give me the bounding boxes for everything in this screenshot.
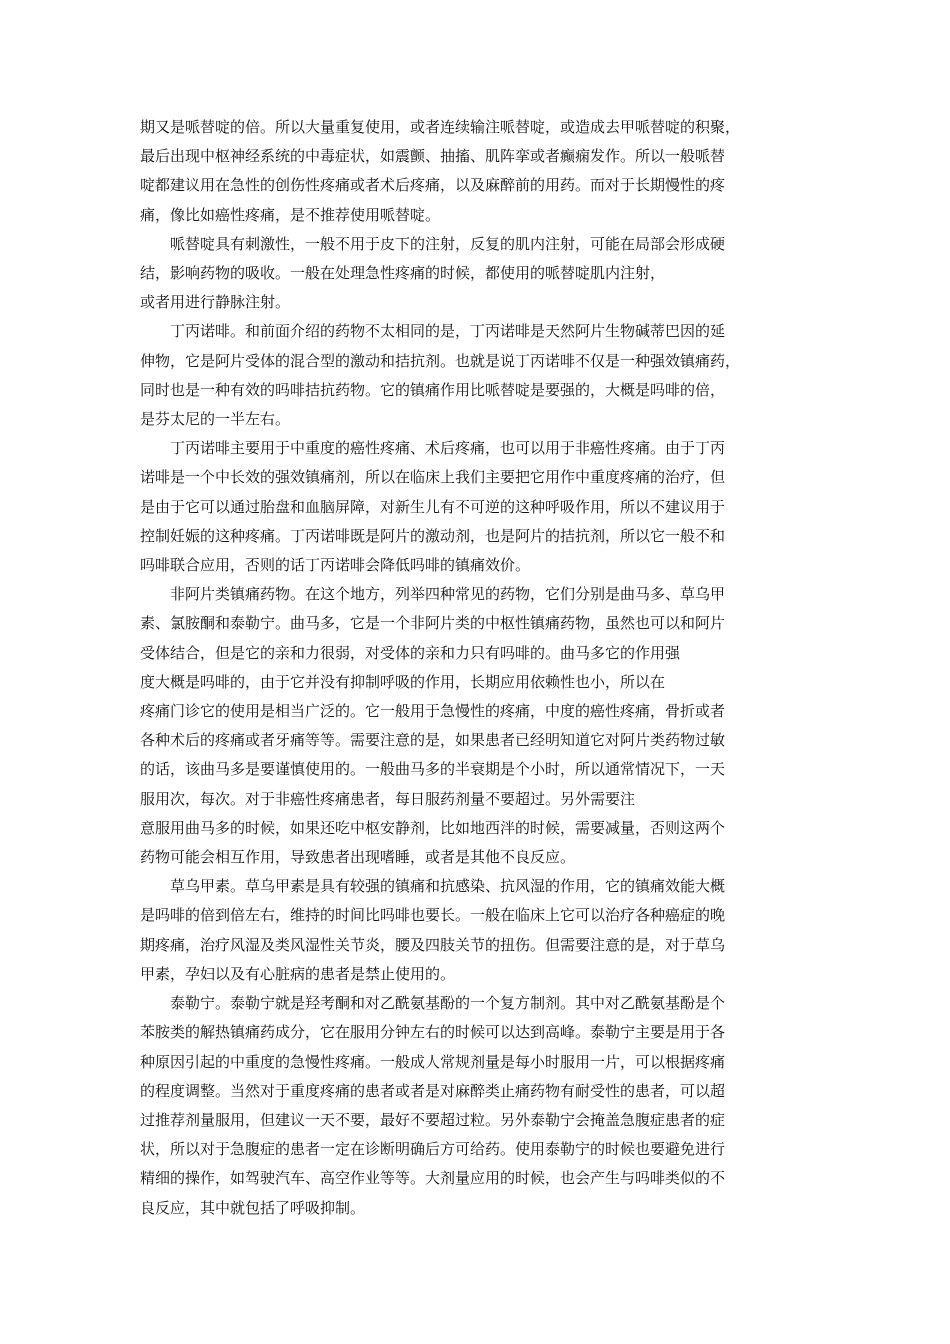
text-line: 是吗啡的倍到倍左右，维持的时间比吗啡也要长。一般在临床上它可以治疗各种癌症的晚 <box>140 906 726 925</box>
text-line: 期又是哌替啶的倍。所以大量重复使用，或者连续输注哌替啶，或造成去甲哌替啶的积聚， <box>140 118 741 136</box>
text-line: 丁丙诺啡。和前面介绍的药物不太相同的是，丁丙诺啡是天然阿片生物碱蒂巴因的延 <box>170 322 726 341</box>
text-line: 是由于它可以通过胎盘和血脑屏障，对新生儿有不可逆的这种呼吸作用，所以不建议用于 <box>140 497 726 516</box>
text-line: 的话，该曲马多是要谨慎使用的。一般曲马多的半衰期是个小时，所以通常情况下，一天 <box>140 760 726 779</box>
text-line: 结，影响药物的吸收。一般在处理急性疼痛的时候，都使用的哌替啶肌内注射， <box>140 264 666 283</box>
text-line: 或者用进行静脉注射。 <box>140 293 291 312</box>
text-line: 各种术后的疼痛或者牙痛等等。需要注意的是，如果患者已经明知道它对阿片类药物过敏 <box>140 731 726 750</box>
text-line: 伸物，它是阿片受体的混合型的激动和拮抗剂。也就是说丁丙诺啡不仅是一种强效镇痛药， <box>140 351 741 370</box>
text-line: 吗啡联合应用，否则的话丁丙诺啡会降低吗啡的镇痛效价。 <box>140 556 531 575</box>
text-line: 过推荐剂量服用，但建议一天不要，最好不要超过粒。另外泰勒宁会掩盖急腹症患者的症 <box>140 1110 726 1129</box>
text-line: 期疼痛，治疗风湿及类风湿性关节炎，腰及四肢关节的扭伤。但需要注意的是，对于草乌 <box>140 935 726 954</box>
paragraph <box>140 230 812 318</box>
text-line: 泰勒宁。泰勒宁就是羟考酮和对乙酰氨基酚的一个复方制剂。其中对乙酰氨基酚是个 <box>170 994 726 1013</box>
document-body <box>140 113 812 1223</box>
text-line: 素、氯胺酮和泰勒宁。曲马多，它是一个非阿片类的中枢性镇痛药物，虽然也可以和阿片 <box>140 614 726 633</box>
text-line: 种原因引起的中重度的急慢性疼痛。一般成人常规剂量是每小时服用一片，可以根据疼痛 <box>140 1052 726 1071</box>
paragraph <box>140 580 812 872</box>
text-line: 服用次，每次。对于非癌性疼痛患者，每日服药剂量不要超过。另外需要注 <box>140 789 636 808</box>
text-line: 最后出现中枢神经系统的中毒症状，如震颤、抽搐、肌阵挛或者癫痫发作。所以一般哌替 <box>140 147 726 166</box>
text-line: 非阿片类镇痛药物。在这个地方，列举四种常见的药物，它们分别是曲马多、草乌甲 <box>170 585 726 604</box>
text-line: 度大概是吗啡的，由于它并没有抑制呼吸的作用，长期应用依赖性也小，所以在 <box>140 672 666 691</box>
text-line: 是芬太尼的一半左右。 <box>140 410 291 429</box>
text-line: 甲素，孕妇以及有心脏病的患者是禁止使用的。 <box>140 964 456 983</box>
text-line: 的程度调整。当然对于重度疼痛的患者或者是对麻醉类止痛药物有耐受性的患者，可以超 <box>140 1081 726 1100</box>
text-line: 哌替啶具有刺激性，一般不用于皮下的注射，反复的肌内注射，可能在局部会形成硬 <box>170 234 726 253</box>
text-line: 状，所以对于急腹症的患者一定在诊断明确后方可给药。使用泰勒宁的时候也要避免进行 <box>140 1140 726 1159</box>
paragraph <box>140 113 812 230</box>
text-line: 受体结合，但是它的亲和力很弱，对受体的亲和力只有吗啡的。曲马多它的作用强 <box>140 643 681 662</box>
text-line: 啶都建议用在急性的创伤性疼痛或者术后疼痛，以及麻醉前的用药。而对于长期慢性的疼 <box>140 176 726 195</box>
text-line: 诺啡是一个中长效的强效镇痛剂，所以在临床上我们主要把它用作中重度疼痛的治疗，但 <box>140 468 726 487</box>
paragraph <box>140 872 812 989</box>
paragraph <box>140 434 812 580</box>
text-line: 苯胺类的解热镇痛药成分，它在服用分钟左右的时候可以达到高峰。泰勒宁主要是用于各 <box>140 1023 726 1042</box>
text-line: 药物可能会相互作用，导致患者出现嗜睡，或者是其他不良反应。 <box>140 848 576 867</box>
paragraph <box>140 317 812 434</box>
text-line: 精细的操作，如驾驶汽车、高空作业等等。大剂量应用的时候，也会产生与吗啡类似的不 <box>140 1169 726 1188</box>
text-line: 意服用曲马多的时候，如果还吃中枢安静剂，比如地西泮的时候，需要减量，否则这两个 <box>140 818 726 837</box>
text-line: 控制妊娠的这种疼痛。丁丙诺啡既是阿片的激动剂，也是阿片的拮抗剂，所以它一般不和 <box>140 526 726 545</box>
text-line: 草乌甲素。草乌甲素是具有较强的镇痛和抗感染、抗风湿的作用，它的镇痛效能大概 <box>170 877 726 896</box>
text-line: 良反应，其中就包括了呼吸抑制。 <box>140 1198 366 1217</box>
text-line: 疼痛门诊它的使用是相当广泛的。它一般用于急慢性的疼痛，中度的癌性疼痛，骨折或者 <box>140 702 726 721</box>
paragraph <box>140 989 812 1223</box>
text-line: 同时也是一种有效的吗啡拮抗药物。它的镇痛作用比哌替啶是要强的，大概是吗啡的倍， <box>140 380 726 399</box>
text-line: 痛，像比如癌性疼痛，是不推荐使用哌替啶。 <box>140 205 441 224</box>
text-line: 丁丙诺啡主要用于中重度的癌性疼痛、术后疼痛，也可以用于非癌性疼痛。由于丁丙 <box>170 439 726 458</box>
